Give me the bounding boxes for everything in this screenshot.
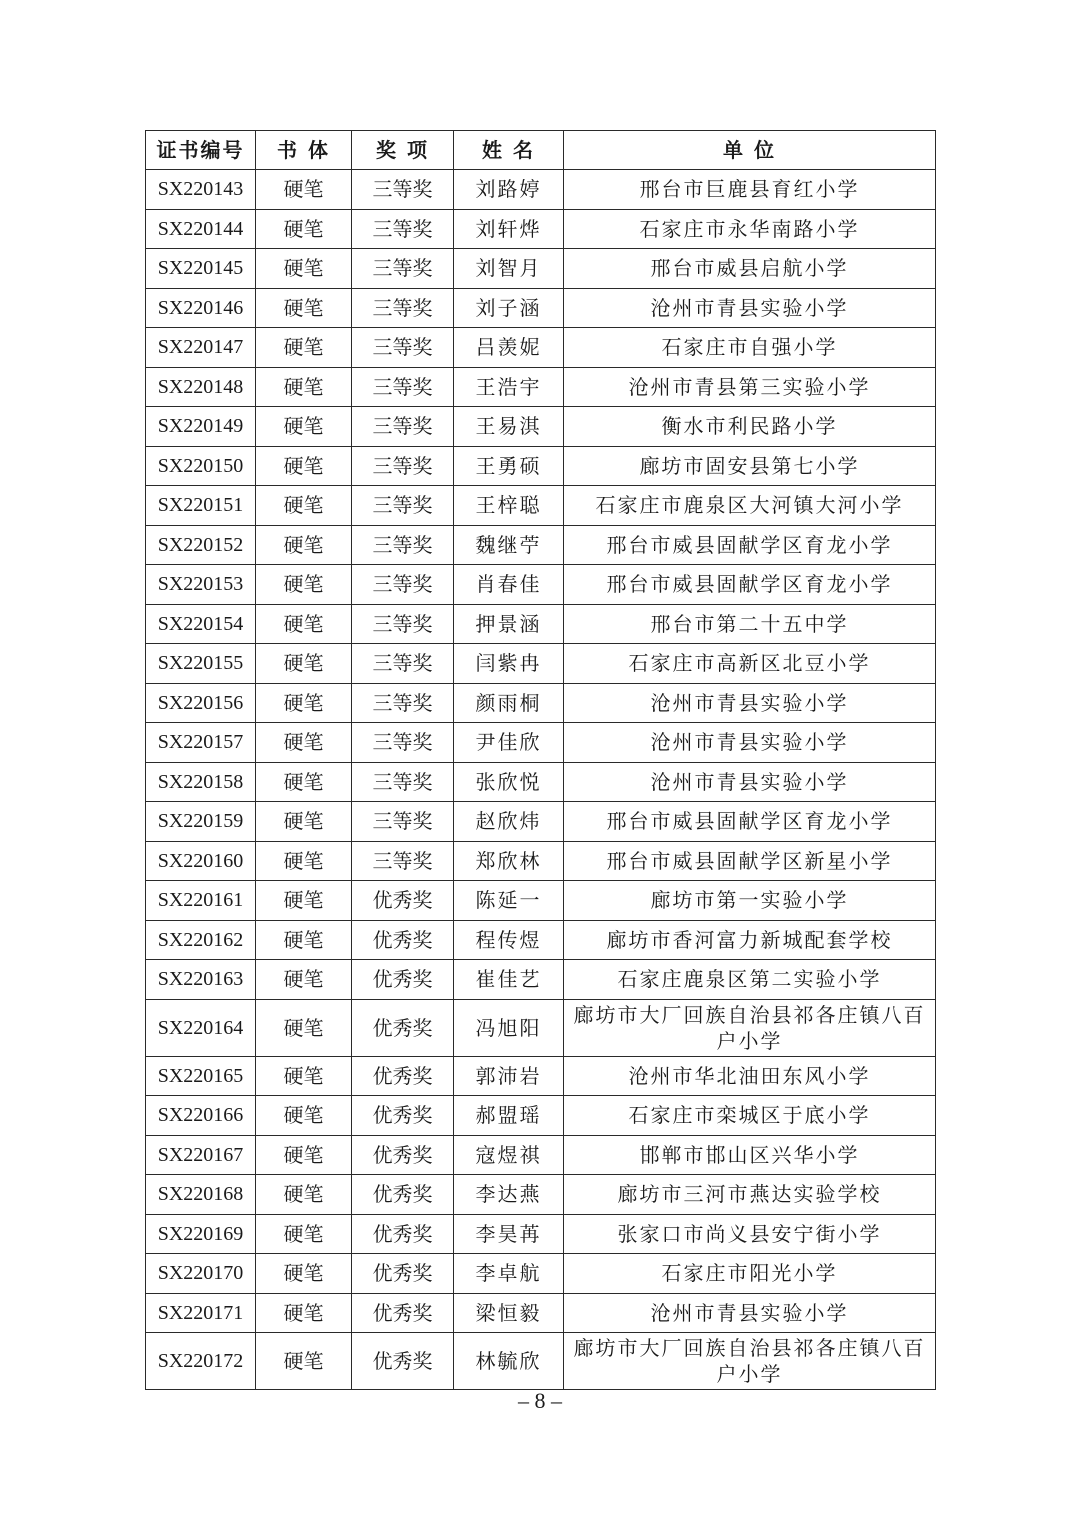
unit-cell: 邢台市威县启航小学 [564,249,936,289]
certificate-number-cell: SX220148 [146,367,256,407]
table-row [146,1135,936,1175]
unit-cell: 石家庄市阳光小学 [564,1254,936,1294]
script-style-cell: 硬笔 [256,367,352,407]
certificate-number-cell: SX220152 [146,525,256,565]
name-cell: 赵欣炜 [454,802,564,842]
unit-cell: 廊坊市香河富力新城配套学校 [564,920,936,960]
certificate-number-cell: SX220163 [146,960,256,1000]
award-cell: 优秀奖 [352,1175,454,1215]
script-style-cell: 硬笔 [256,644,352,684]
name-cell: 尹佳欣 [454,723,564,763]
award-cell: 优秀奖 [352,1135,454,1175]
name-cell: 李卓航 [454,1254,564,1294]
award-cell: 三等奖 [352,446,454,486]
unit-cell: 沧州市青县第三实验小学 [564,367,936,407]
award-list-table [145,130,936,1390]
name-cell: 王浩宇 [454,367,564,407]
certificate-number-cell: SX220169 [146,1214,256,1254]
script-style-cell: 硬笔 [256,1333,352,1390]
certificate-number-cell: SX220166 [146,1096,256,1136]
award-cell: 优秀奖 [352,960,454,1000]
unit-cell: 廊坊市三河市燕达实验学校 [564,1175,936,1215]
unit-cell: 石家庄市自强小学 [564,328,936,368]
certificate-number-cell: SX220154 [146,604,256,644]
table-row [146,1096,936,1136]
certificate-number-cell: SX220160 [146,841,256,881]
table-row [146,881,936,921]
name-cell: 梁恒毅 [454,1293,564,1333]
award-cell: 三等奖 [352,604,454,644]
table-row [146,525,936,565]
name-cell: 刘轩烨 [454,209,564,249]
unit-cell: 张家口市尚义县安宁街小学 [564,1214,936,1254]
unit-cell: 石家庄市永华南路小学 [564,209,936,249]
certificate-number-cell: SX220168 [146,1175,256,1215]
certificate-number-cell: SX220159 [146,802,256,842]
unit-cell: 廊坊市大厂回族自治县祁各庄镇八百户小学 [564,1333,936,1390]
header-certificate-number: 证书编号 [146,131,256,170]
name-cell: 刘智月 [454,249,564,289]
header-row [146,131,936,170]
name-cell: 张欣悦 [454,762,564,802]
name-cell: 刘子涵 [454,288,564,328]
table-row [146,762,936,802]
certificate-number-cell: SX220149 [146,407,256,447]
award-cell: 优秀奖 [352,1333,454,1390]
script-style-cell: 硬笔 [256,1293,352,1333]
unit-cell: 廊坊市大厂回族自治县祁各庄镇八百户小学 [564,999,936,1056]
award-cell: 三等奖 [352,762,454,802]
name-cell: 程传煜 [454,920,564,960]
table-row [146,802,936,842]
script-style-cell: 硬笔 [256,762,352,802]
certificate-number-cell: SX220151 [146,486,256,526]
table-row [146,1175,936,1215]
certificate-number-cell: SX220146 [146,288,256,328]
table-row [146,1333,936,1390]
name-cell: 王勇硕 [454,446,564,486]
unit-cell: 衡水市利民路小学 [564,407,936,447]
name-cell: 寇煜祺 [454,1135,564,1175]
award-cell: 三等奖 [352,723,454,763]
table-row [146,367,936,407]
script-style-cell: 硬笔 [256,1056,352,1096]
script-style-cell: 硬笔 [256,446,352,486]
name-cell: 押景涵 [454,604,564,644]
unit-cell: 邢台市威县固献学区新星小学 [564,841,936,881]
unit-cell: 沧州市青县实验小学 [564,723,936,763]
name-cell: 郝盟瑶 [454,1096,564,1136]
award-cell: 优秀奖 [352,999,454,1056]
script-style-cell: 硬笔 [256,249,352,289]
unit-cell: 石家庄鹿泉区第二实验小学 [564,960,936,1000]
name-cell: 崔佳艺 [454,960,564,1000]
award-cell: 三等奖 [352,841,454,881]
script-style-cell: 硬笔 [256,841,352,881]
certificate-number-cell: SX220164 [146,999,256,1056]
header-name: 姓 名 [454,131,564,170]
script-style-cell: 硬笔 [256,1214,352,1254]
script-style-cell: 硬笔 [256,170,352,210]
unit-cell: 邢台市第二十五中学 [564,604,936,644]
table-row [146,407,936,447]
script-style-cell: 硬笔 [256,604,352,644]
unit-cell: 廊坊市固安县第七小学 [564,446,936,486]
name-cell: 李达燕 [454,1175,564,1215]
table-row [146,999,936,1056]
table-row [146,920,936,960]
script-style-cell: 硬笔 [256,881,352,921]
table-row [146,644,936,684]
award-cell: 三等奖 [352,644,454,684]
certificate-number-cell: SX220145 [146,249,256,289]
name-cell: 魏继苧 [454,525,564,565]
unit-cell: 沧州市青县实验小学 [564,762,936,802]
table-row [146,249,936,289]
script-style-cell: 硬笔 [256,525,352,565]
header-script-style: 书 体 [256,131,352,170]
award-cell: 优秀奖 [352,881,454,921]
name-cell: 闫紫冉 [454,644,564,684]
script-style-cell: 硬笔 [256,999,352,1056]
award-cell: 三等奖 [352,407,454,447]
table-row [146,328,936,368]
award-cell: 三等奖 [352,565,454,605]
award-cell: 优秀奖 [352,1254,454,1294]
script-style-cell: 硬笔 [256,920,352,960]
name-cell: 陈延一 [454,881,564,921]
award-cell: 优秀奖 [352,1214,454,1254]
name-cell: 林毓欣 [454,1333,564,1390]
unit-cell: 廊坊市第一实验小学 [564,881,936,921]
name-cell: 李昊苒 [454,1214,564,1254]
award-cell: 三等奖 [352,209,454,249]
table-body [146,170,936,1390]
unit-cell: 沧州市青县实验小学 [564,288,936,328]
unit-cell: 沧州市青县实验小学 [564,1293,936,1333]
certificate-number-cell: SX220147 [146,328,256,368]
certificate-number-cell: SX220161 [146,881,256,921]
unit-cell: 石家庄市鹿泉区大河镇大河小学 [564,486,936,526]
table-row [146,683,936,723]
table-row [146,565,936,605]
header-award: 奖 项 [352,131,454,170]
table-row [146,960,936,1000]
script-style-cell: 硬笔 [256,723,352,763]
certificate-number-cell: SX220157 [146,723,256,763]
award-cell: 优秀奖 [352,1056,454,1096]
name-cell: 刘路婷 [454,170,564,210]
header-unit: 单 位 [564,131,936,170]
certificate-number-cell: SX220143 [146,170,256,210]
name-cell: 冯旭阳 [454,999,564,1056]
award-cell: 三等奖 [352,367,454,407]
script-style-cell: 硬笔 [256,1135,352,1175]
script-style-cell: 硬笔 [256,1096,352,1136]
script-style-cell: 硬笔 [256,209,352,249]
script-style-cell: 硬笔 [256,565,352,605]
table-row [146,1056,936,1096]
name-cell: 吕羡妮 [454,328,564,368]
unit-cell: 石家庄市高新区北豆小学 [564,644,936,684]
award-cell: 优秀奖 [352,1096,454,1136]
award-cell: 三等奖 [352,249,454,289]
table-row [146,446,936,486]
unit-cell: 邢台市威县固献学区育龙小学 [564,802,936,842]
script-style-cell: 硬笔 [256,288,352,328]
script-style-cell: 硬笔 [256,683,352,723]
unit-cell: 沧州市青县实验小学 [564,683,936,723]
certificate-number-cell: SX220156 [146,683,256,723]
award-cell: 三等奖 [352,170,454,210]
script-style-cell: 硬笔 [256,486,352,526]
table-row [146,209,936,249]
script-style-cell: 硬笔 [256,802,352,842]
name-cell: 王易淇 [454,407,564,447]
award-cell: 三等奖 [352,802,454,842]
table-header [146,131,936,170]
table-row [146,486,936,526]
award-cell: 优秀奖 [352,920,454,960]
table-row [146,841,936,881]
table-row [146,1214,936,1254]
unit-cell: 邯郸市邯山区兴华小学 [564,1135,936,1175]
table-row [146,288,936,328]
table-row [146,1293,936,1333]
certificate-number-cell: SX220155 [146,644,256,684]
script-style-cell: 硬笔 [256,1254,352,1294]
award-cell: 三等奖 [352,525,454,565]
table-row [146,723,936,763]
award-cell: 三等奖 [352,486,454,526]
unit-cell: 石家庄市栾城区于底小学 [564,1096,936,1136]
script-style-cell: 硬笔 [256,328,352,368]
table-row [146,604,936,644]
certificate-number-cell: SX220171 [146,1293,256,1333]
script-style-cell: 硬笔 [256,960,352,1000]
certificate-number-cell: SX220153 [146,565,256,605]
name-cell: 郭沛岩 [454,1056,564,1096]
certificate-number-cell: SX220167 [146,1135,256,1175]
name-cell: 王梓聪 [454,486,564,526]
certificate-number-cell: SX220144 [146,209,256,249]
page-number: – 8 – [518,1388,562,1413]
name-cell: 肖春佳 [454,565,564,605]
table-row [146,170,936,210]
unit-cell: 邢台市威县固献学区育龙小学 [564,525,936,565]
certificate-number-cell: SX220158 [146,762,256,802]
certificate-number-cell: SX220150 [146,446,256,486]
award-cell: 三等奖 [352,328,454,368]
unit-cell: 沧州市华北油田东风小学 [564,1056,936,1096]
certificate-number-cell: SX220162 [146,920,256,960]
table-row [146,1254,936,1294]
certificate-number-cell: SX220170 [146,1254,256,1294]
script-style-cell: 硬笔 [256,1175,352,1215]
name-cell: 颜雨桐 [454,683,564,723]
unit-cell: 邢台市巨鹿县育红小学 [564,170,936,210]
name-cell: 郑欣林 [454,841,564,881]
certificate-number-cell: SX220165 [146,1056,256,1096]
award-cell: 三等奖 [352,288,454,328]
certificate-number-cell: SX220172 [146,1333,256,1390]
award-cell: 优秀奖 [352,1293,454,1333]
script-style-cell: 硬笔 [256,407,352,447]
award-cell: 三等奖 [352,683,454,723]
unit-cell: 邢台市威县固献学区育龙小学 [564,565,936,605]
